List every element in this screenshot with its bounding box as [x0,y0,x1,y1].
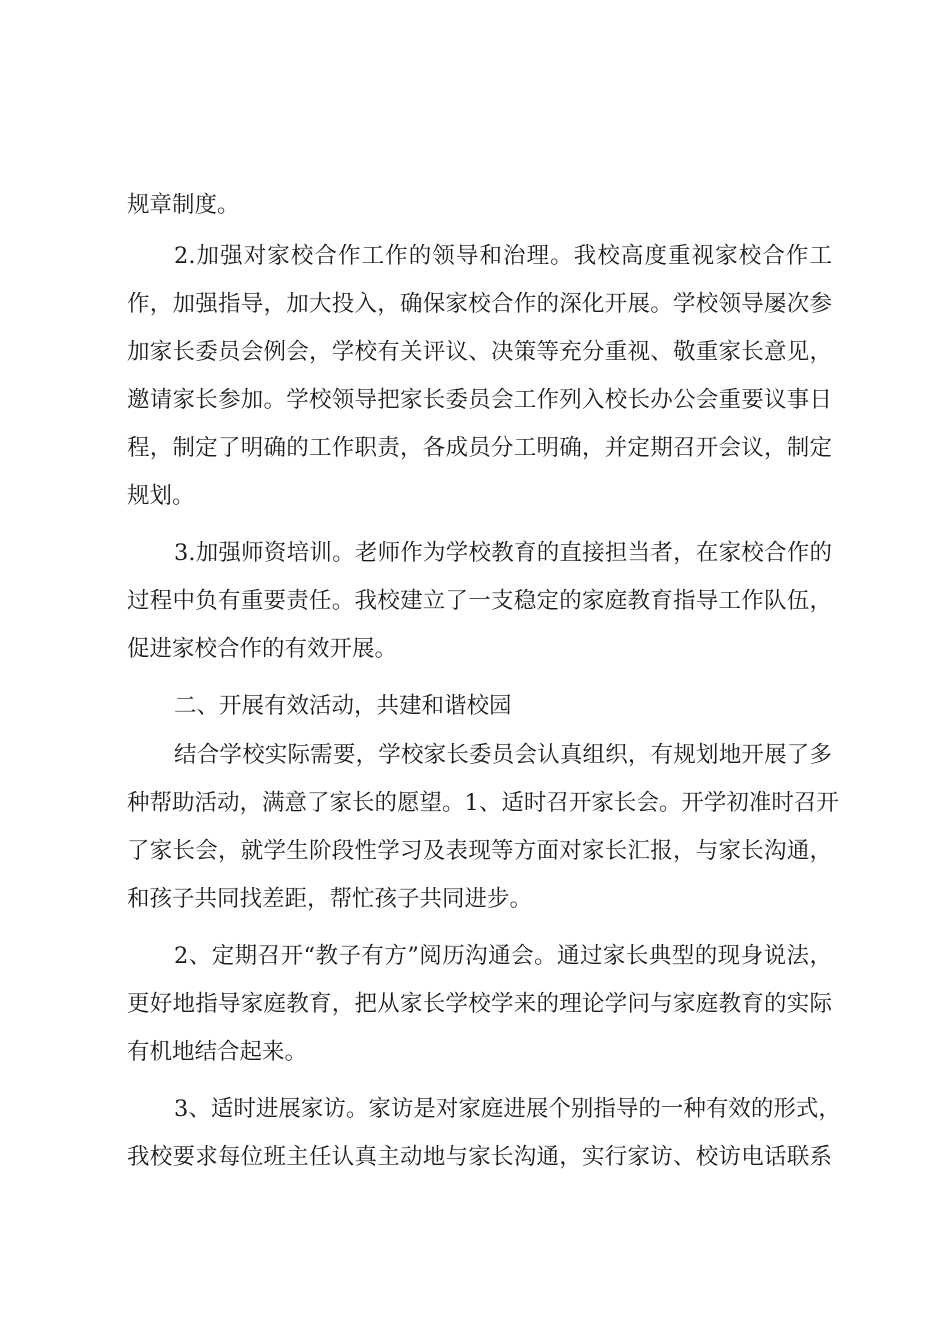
text-line: 规章制度。 [127,192,240,218]
text-line: 和孩子共同找差距，帮忙孩子共同进步。 [127,886,533,912]
text-line: 种帮助活动，满意了家长的愿望。1、适时召开家长会。开学初准时召开 [127,790,839,816]
text-line: 邀请家长参加。学校领导把家长委员会工作列入校长办公会重要议事日 [127,387,832,413]
text-line: 加家长委员会例会，学校有关评议、决策等充分重视、敬重家长意见， [127,339,832,365]
text-line: 我校要求每位班主任认真主动地与家长沟通，实行家访、校访电话联系 [127,1144,832,1170]
text-line: 结合学校实际需要，学校家长委员会认真组织，有规划地开展了多 [174,742,832,768]
text-line: 过程中负有重要责任。我校建立了一支稳定的家庭教育指导工作队伍， [127,588,832,614]
text-line: 2、定期召开“教子有方”阅历沟通会。通过家长典型的现身说法， [174,943,832,969]
text-line: 更好地指导家庭教育，把从家长学校学来的理论学问与家庭教育的实际 [127,991,832,1017]
text-line: 规划。 [127,483,195,509]
section-heading: 二、开展有效活动，共建和谐校园 [174,693,512,719]
text-line: 2.加强对家校合作工作的领导和治理。我校高度重视家校合作工 [174,243,832,269]
text-line: 3.加强师资培训。老师作为学校教育的直接担当者，在家校合作的 [174,540,832,566]
text-line: 促进家校合作的有效开展。 [127,636,398,662]
text-line: 程，制定了明确的工作职责，各成员分工明确，并定期召开会议，制定 [127,435,832,461]
text-line: 3、适时进展家访。家访是对家庭进展个别指导的一种有效的形式， [174,1096,841,1122]
text-line: 了家长会，就学生阶段性学习及表现等方面对家长汇报，与家长沟通， [127,838,832,864]
text-line: 作，加强指导，加大投入，确保家校合作的深化开展。学校领导屡次参 [127,291,832,317]
text-line: 有机地结合起来。 [127,1039,308,1065]
